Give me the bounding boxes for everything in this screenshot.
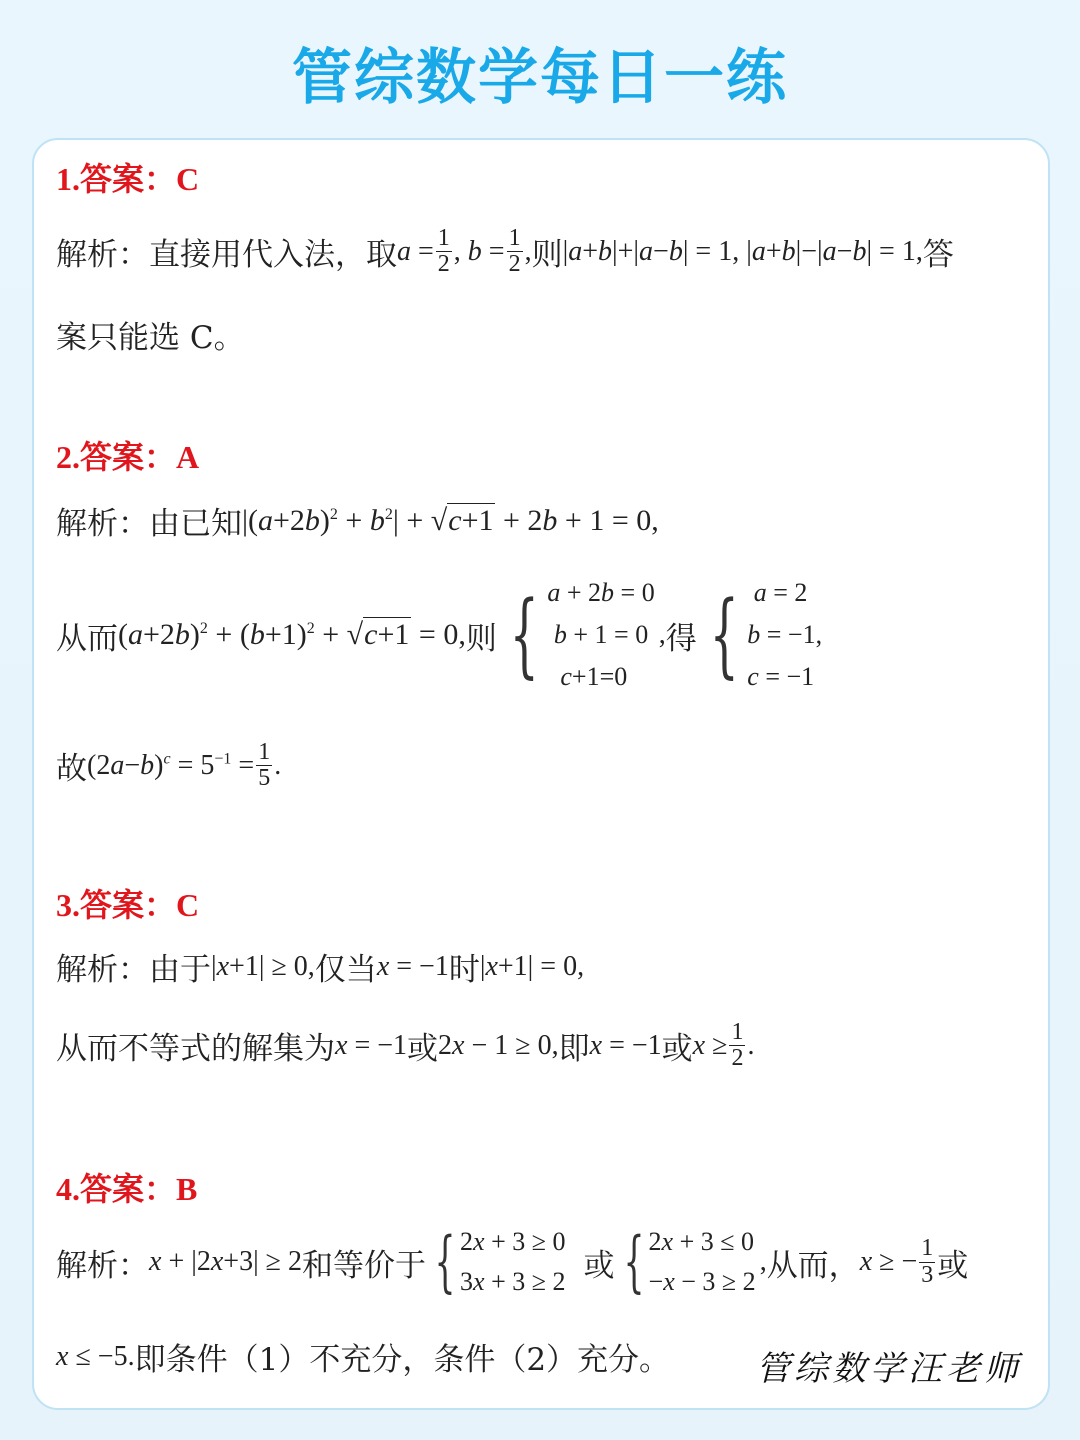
q3-line-1: 解析：由于 |x+1| ≥ 0, 仅当 x = −1 时 |x+1| = 0,	[56, 950, 585, 988]
q2-line-3: 故 $(2a-b)^c = 5^{-1}$ = $\frac{1}{5}$ .	[56, 739, 282, 792]
q2-line-2: 从而 $(a+2b)^2 + (b+1)^2 + √c+1 = 0$, 则 { a + 2b = 0 b + 1 = 0 c+1=0 , 得 { a = 2 b = −1, c = −1	[56, 572, 826, 698]
system-3: { 2x + 3 ≥ 0 3x + 3 ≥ 2	[434, 1223, 566, 1300]
question-1	[56, 154, 1030, 356]
answer-1: 1.答案：C	[56, 161, 200, 197]
system-1: { a + 2b = 0 b + 1 = 0 c+1=0	[509, 578, 655, 691]
q1-line-1: 解析：直接用代入法，取 a = $\frac{1}{2}$ , b = $\frac{1}{2}$ , 则 |a+b|+|a−b| = 1, |a+b|−|a−b| = 1, 答	[56, 225, 954, 278]
question-2	[56, 432, 1030, 792]
answer-2: 2.答案：A	[56, 439, 200, 475]
system-4: { 2x + 3 ≤ 0 −x − 3 ≥ 2	[623, 1223, 756, 1300]
answer-3: 3.答案：C	[56, 887, 200, 923]
answer-4: 4.答案：B	[56, 1171, 198, 1207]
signature: 管综数学汪老师	[756, 1349, 1022, 1389]
system-2: { a = 2 b = −1, c = −1	[709, 578, 823, 691]
q3-line-2: 从而不等式的解集为 x = −1 或 2x − 1 ≥ 0, 即 x = −1 或 x ≥ $\frac{1}{2}$ .	[56, 1019, 755, 1072]
q4-line-1: 解析： x + |2x+3| ≥ 2 和等价于 { 2x + 3 ≥ 0 3x + 3 ≥ 2 或 { 2x + 3 ≤ 0 −x − 3 ≥ 2 , 从而， x ≥ − $\frac{1}{3}$ 或	[56, 1223, 969, 1300]
page-title: 管综数学每日一练	[292, 43, 788, 113]
q1-line-2: 案只能选 C。	[56, 320, 245, 356]
question-3	[56, 880, 1030, 1072]
content-card	[32, 138, 1050, 1410]
q4-line-2: x ≤ −5. 即条件（1）不充分，条件（2）充分。	[56, 1340, 671, 1378]
q2-line-1: 解析：由已知 $|(a+2b)^2 + b^2| + √c+1 + 2b + 1 = 0$,	[56, 503, 659, 542]
